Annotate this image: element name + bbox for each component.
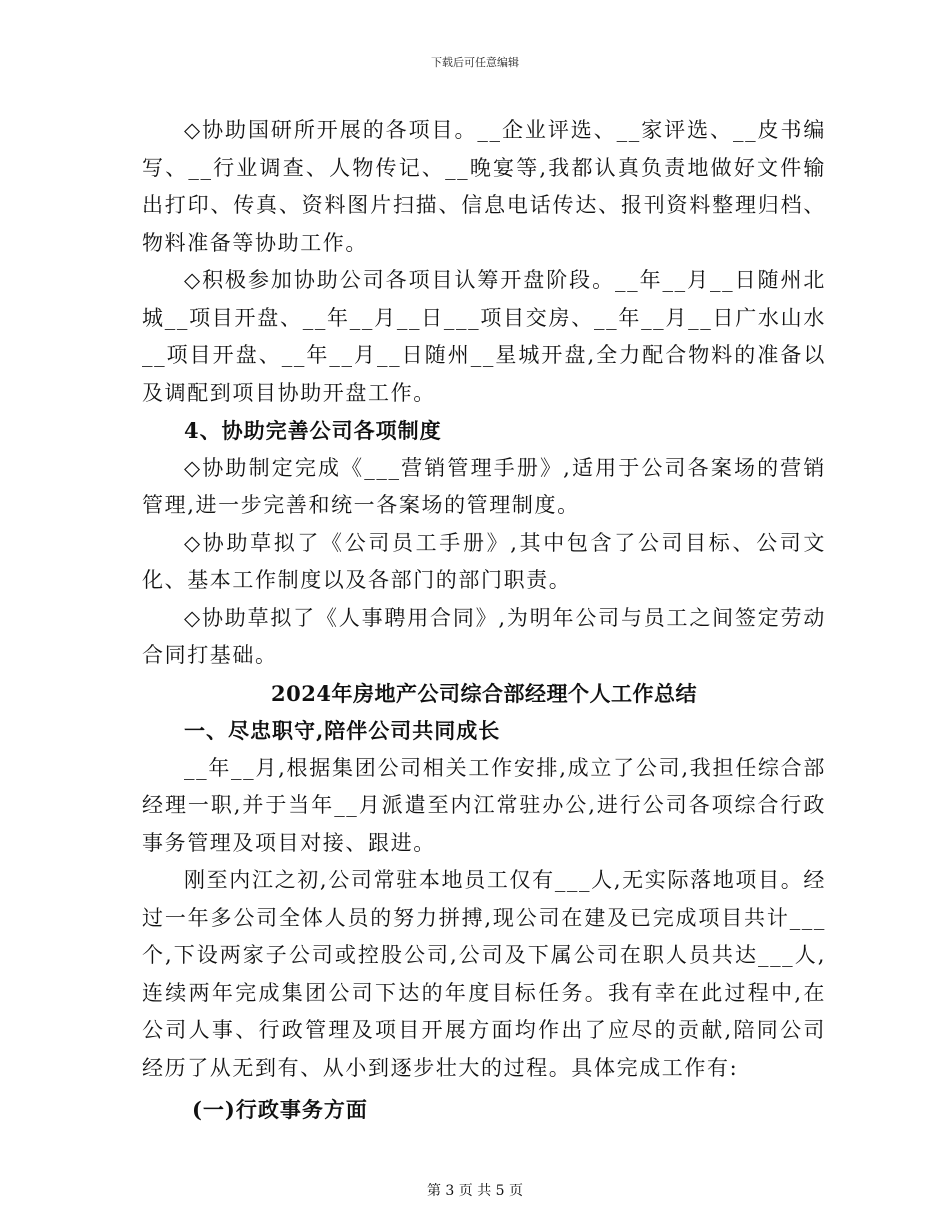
- paragraph-4: ◇协助草拟了《公司员工手册》,其中包含了公司目标、公司文化、基本工作制度以及各部门的部门职责。: [142, 530, 826, 592]
- paragraph-5: ◇协助草拟了《人事聘用合同》,为明年公司与员工之间签定劳动合同打基础。: [142, 605, 826, 667]
- subsection-heading-1: (一)行政事务方面: [192, 1097, 368, 1122]
- heading-item-4: 4、协助完善公司各项制度: [184, 418, 442, 443]
- paragraph-2: ◇积极参加协助公司各项目认筹开盘阶段。__年__月__日随州北城__项目开盘、__年__月__日___项目交房、__年__月__日广水山水__项目开盘、__年__月__日随州__星城开盘,全力配合物料的准备以及调配到项目协助开盘工作。: [142, 268, 826, 405]
- section-heading-1: 一、尽忠职守,陪伴公司共同成长: [184, 718, 501, 743]
- document-title: 2024年房地产公司综合部经理个人工作总结: [271, 680, 697, 706]
- paragraph-7: 刚至内江之初,公司常驻本地员工仅有___人,无实际落地项目。经过一年多公司全体人员的努力拼搏,现公司在建及已完成项目共计___个,下设两家子公司或控股公司,公司及下属公司在职人员共达___人,连续两年完成集团公司下达的年度目标任务。我有幸在此过程中,在公司人事、行政管理及项目开展方面均作出了应尽的贡献,陪同公司经历了从无到有、从小到逐步壮大的过程。具体完成工作有:: [142, 868, 826, 1080]
- paragraph-6: __年__月,根据集团公司相关工作安排,成立了公司,我担任综合部经理一职,并于当年__月派遣至内江常驻办公,进行公司各项综合行政事务管理及项目对接、跟进。: [142, 755, 826, 855]
- page-header: 下载后可任意编辑: [431, 56, 519, 69]
- paragraph-3: ◇协助制定完成《___营销管理手册》,适用于公司各案场的营销管理,进一步完善和统一各案场的管理制度。: [142, 455, 826, 517]
- document-body: [142, 112, 826, 1129]
- paragraph-1: ◇协助国研所开展的各项目。__企业评选、__家评选、__皮书编写、__行业调查、人物传记、__晚宴等,我都认真负责地做好文件输出打印、传真、资料图片扫描、信息电话传达、报刊资料整理归档、物料准备等协助工作。: [142, 118, 826, 255]
- page-footer: 第 3 页 共 5 页: [426, 1183, 524, 1199]
